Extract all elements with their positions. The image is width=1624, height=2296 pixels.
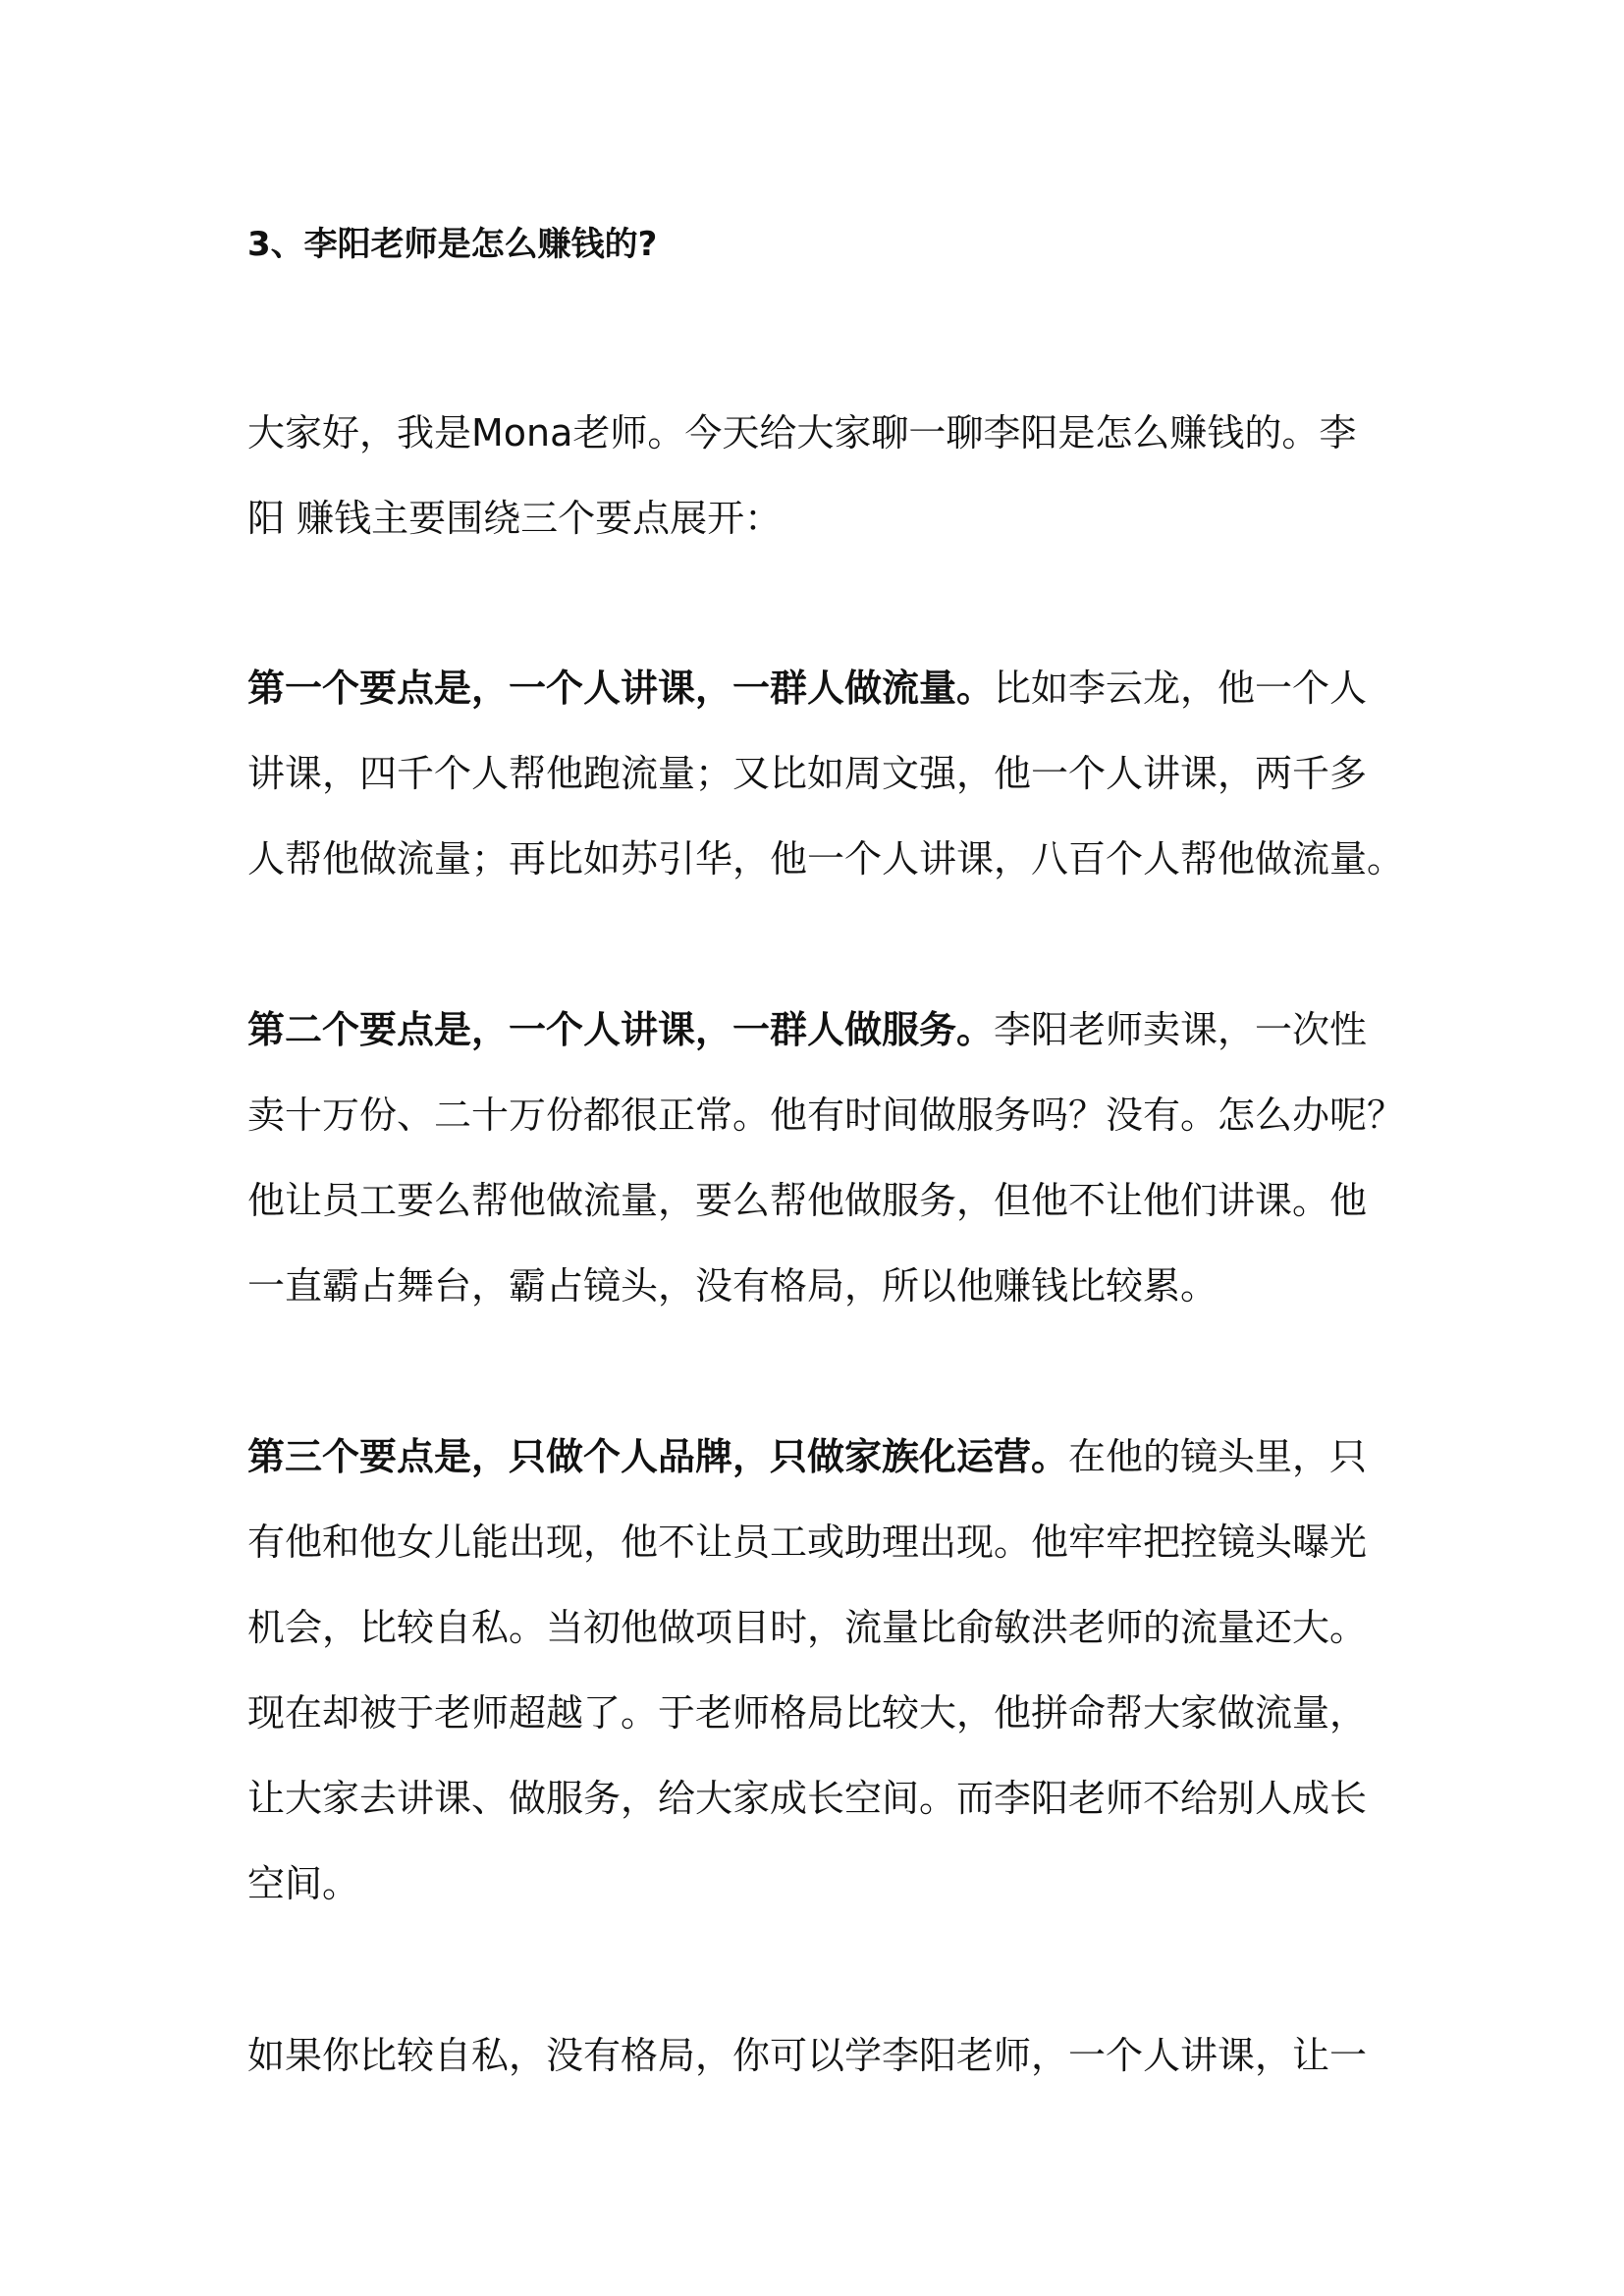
- point-three-lead: 第三个要点是，只做个人品牌，只做家族化运营。: [247, 1435, 1069, 1478]
- section-heading: 3、李阳老师是怎么赚钱的?: [247, 225, 658, 264]
- text-line: 阳 赚钱主要围绕三个要点展开：: [247, 497, 783, 540]
- point-one-text: 比如李云龙，他一个人: [994, 667, 1368, 710]
- point-one-paragraph: [247, 646, 1406, 902]
- text-line: [247, 646, 1406, 731]
- text-line: 空间。: [247, 1862, 360, 1905]
- intro-paragraph: [247, 391, 1406, 561]
- text-line: 讲课，四千个人帮他跑流量；又比如周文强，他一个人讲课，两千多: [247, 752, 1368, 795]
- point-two-lead: 第二个要点是，一个人讲课，一群人做服务。: [247, 1008, 995, 1051]
- point-two-text: 李阳老师卖课，一次性: [994, 1008, 1368, 1051]
- point-three-paragraph: [247, 1415, 1406, 1927]
- text-line: [247, 988, 1406, 1073]
- closing-paragraph: [247, 2013, 1406, 2099]
- text-line: 机会，比较自私。当初他做项目时，流量比俞敏洪老师的流量还大。: [247, 1606, 1368, 1649]
- text-line: 卖十万份、二十万份都很正常。他有时间做服务吗？没有。怎么办呢？: [247, 1094, 1405, 1137]
- text-line: 一直霸占舞台，霸占镜头，没有格局，所以他赚钱比较累。: [247, 1264, 1218, 1308]
- point-two-paragraph: [247, 988, 1406, 1329]
- text-line: 现在却被于老师超越了。于老师格局比较大，他拼命帮大家做流量，: [247, 1691, 1368, 1735]
- text-line: 如果你比较自私，没有格局，你可以学李阳老师，一个人讲课，让一: [247, 2034, 1368, 2077]
- text-line: 让大家去讲课、做服务，给大家成长空间。而李阳老师不给别人成长: [247, 1777, 1368, 1820]
- point-one-lead: 第一个要点是，一个人讲课，一群人做流量。: [247, 667, 995, 710]
- text-line: 大家好，我是Mona老师。今天给大家聊一聊李阳是怎么赚钱的。李: [247, 411, 1357, 454]
- point-three-text: 在他的镜头里，只: [1068, 1435, 1368, 1478]
- text-line: 人帮他做流量；再比如苏引华，他一个人讲课，八百个人帮他做流量。: [247, 837, 1405, 881]
- text-line: 他让员工要么帮他做流量，要么帮他做服务，但他不让他们讲课。他: [247, 1179, 1368, 1222]
- text-line: 有他和他女儿能出现，他不让员工或助理出现。他牢牢把控镜头曝光: [247, 1521, 1368, 1564]
- text-line: [247, 1415, 1406, 1500]
